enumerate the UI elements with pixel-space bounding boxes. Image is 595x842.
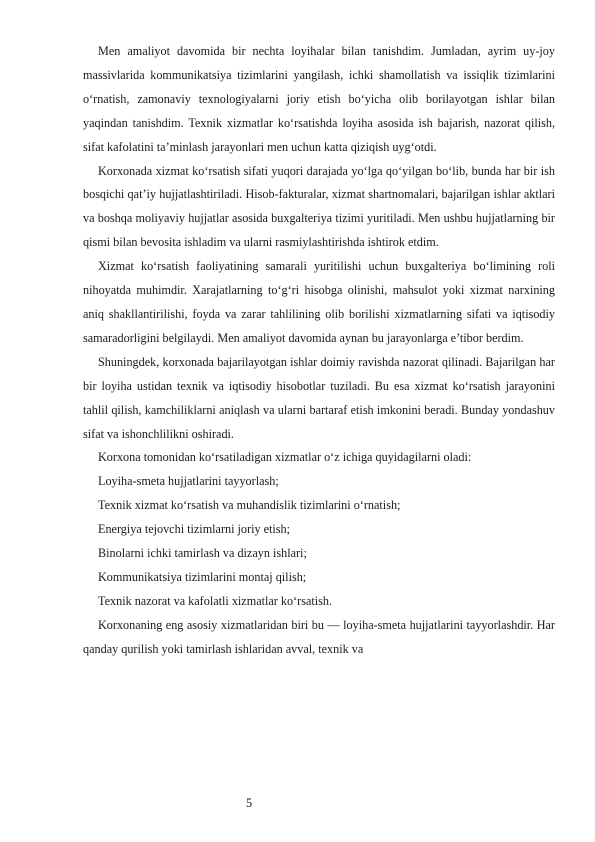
list-item: Binolarni ichki tamirlash va dizayn ishlari; xyxy=(98,546,307,561)
list-item: Energiya tejovchi tizimlarni joriy etish; xyxy=(98,522,291,537)
paragraph-service-quality: Korxonada xizmat ko‘rsatish sifati yuqori darajada yo‘lga qo‘yilgan bo‘lib, bunda har bir ish bosqichi qat’iy hujjatlashtiriladi. Hisob-fakturalar, xizmat shartnomalari, bajarilgan ishlar aktlari va boshqa moliyaviy hujjatlar asosida buxgalteriya tizimi yuritiladi. Men ushbu hujjatlarning bir qismi bilan bevosita ishladim va ularni rasmiylashtirishda ishtirok etdim. xyxy=(83,163,555,250)
paragraph-practice-projects: Men amaliyot davomida bir nechta loyihalar bilan tanishdim. Jumladan, ayrim uy-joy massivlarida kommunikatsiya tizimlarini yangilash, ichki shamollatish va issiqlik tizimlarini o‘rnatish, zamonaviy texnologiyalarni joriy etish bo‘yicha olib borilayotgan ishlar bilan yaqindan tanishdim. Texnik xizmatlar ko‘rsatishda loyiha asosida ish bajarish, nazorat qilish, sifat kafolatini ta’minlash jarayonlari men uchun katta qiziqish uyg‘otdi. xyxy=(83,44,555,154)
list-intro: Korxona tomonidan ko‘rsatiladigan xizmatlar o‘z ichiga quyidagilarni oladi: xyxy=(98,450,472,465)
list-item: Loyiha-smeta hujjatlarini tayyorlash; xyxy=(98,474,279,489)
document-page xyxy=(83,40,555,662)
list-item: Texnik nazorat va kafolatli xizmatlar ko‘rsatish. xyxy=(98,593,333,608)
paragraph-main-service: Korxonaning eng asosiy xizmatlaridan biri bu — loyiha-smeta hujjatlarini tayyorlashdir. Har qanday qurilish yoki tamirlash ishlaridan avval, texnik va xyxy=(83,617,555,656)
list-item: Texnik xizmat ko‘rsatish va muhandislik tizimlarini o‘rnatish; xyxy=(98,498,401,513)
page-number: 5 xyxy=(246,796,253,810)
list-item: Kommunikatsiya tizimlarini montaj qilish; xyxy=(98,569,307,584)
paragraph-accounting-role: Xizmat ko‘rsatish faoliyatining samarali yuritilishi uchun buxgalteriya bo‘limining roli nihoyatda muhimdir. Xarajatlarning to‘g‘ri hisobga olinishi, mahsulot yoki xizmat narxining aniq shakllantirilishi, foyda va zarar tahlilining olib borilishi xizmatlarning sifati va iqtisodiy samaradorligini belgilaydi. Men amaliyot davomida aynan bu jarayonlarga e’tibor berdim. xyxy=(83,259,555,345)
paragraph-monitoring: Shuningdek, korxonada bajarilayotgan ishlar doimiy ravishda nazorat qilinadi. Bajarilgan har bir loyiha ustidan texnik va iqtisodiy hisobotlar tuziladi. Bu esa xizmat ko‘rsatish jarayonini tahlil qilish, kamchiliklarni aniqlash va ularni bartaraf etish imkonini beradi. Bunday yondashuv sifat va ishonchlilikni oshiradi. xyxy=(83,354,555,441)
